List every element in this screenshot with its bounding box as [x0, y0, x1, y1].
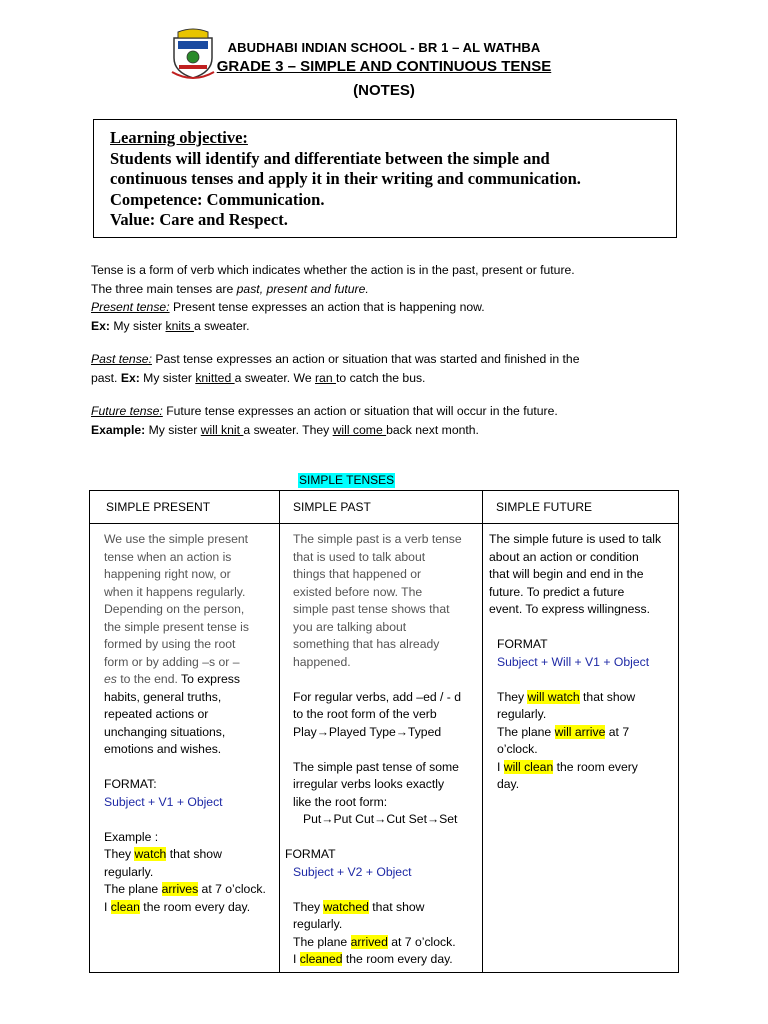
- simple-future-format: Subject + Will + V1 + Object: [497, 654, 650, 669]
- present-tense-definition: Present tense: Present tense expresses an action that is happening now.: [91, 300, 485, 314]
- past-tense-definition: Past tense: Past tense expresses an action or situation that was started and finished in the: [91, 352, 580, 366]
- simple-tenses-table: [89, 490, 679, 973]
- objective-competence: Competence: Communication.: [110, 189, 325, 209]
- future-tense-definition: Future tense: Future tense expresses an action or situation that will occur in the future.: [91, 404, 558, 418]
- school-name: ABUDHABI INDIAN SCHOOL - BR 1 – AL WATHBA: [227, 40, 541, 55]
- simple-future-cell: The simple future is used to talk about an action or condition that will begin and end in the future. To predict a future event. To express willingness. FORMAT Subject + Will + V1 + Object They will watch that show regularly. The plane will arrive at 7 o’clock. I will clean the room every day.: [489, 531, 677, 794]
- column-header-simple-past: SIMPLE PAST: [293, 500, 371, 514]
- simple-past-format: Subject + V2 + Object: [293, 864, 412, 879]
- simple-past-cell: The simple past is a verb tense that is used to talk about things that happened or existed before now. The simple past tense shows that you are talking about something that has already happened. For regular verbs, add –ed / - d to the root form of the verb Play→Played Type→Typed The simple past tense of some irregular verbs looks exactly like the root form: Put→Put Cut→Cut Set→Set FORMAT Subject + V2 + Object They watched that show regularly. The plane arrived at 7 o’clock. I cleaned the room every day.: [293, 531, 479, 969]
- simple-tenses-heading: SIMPLE TENSES: [299, 473, 395, 487]
- column-header-simple-future: SIMPLE FUTURE: [496, 500, 593, 514]
- objective-line: Students will identify and differentiate between the simple and: [110, 148, 550, 168]
- present-tense-example: Ex: My sister knits a sweater.: [91, 318, 250, 333]
- intro-line: The three main tenses are past, present and future.: [91, 281, 369, 296]
- intro-line: Tense is a form of verb which indicates whether the action is in the past, present or future.: [91, 263, 575, 277]
- objective-line: continuous tenses and apply it in their writing and communication.: [110, 169, 581, 188]
- simple-present-cell: We use the simple present tense when an action is happening right now, or when it happens regularly. Depending on the person, the simple present tense is formed by using the root form or by adding –s or – es to the end. To express habits, general truths, repeated actions or unchanging situations, emotions and wishes. FORMAT: Subject + V1 + Object Example : They watch that show regularly. The plane arrives at 7 o’clock. I clean the room every day.: [104, 531, 276, 916]
- tense-introduction: [91, 261, 691, 439]
- future-tense-example: Example: My sister will knit a sweater. They will come back next month.: [91, 422, 479, 437]
- objective-value: Value: Care and Respect.: [110, 210, 288, 229]
- column-header-simple-present: SIMPLE PRESENT: [106, 500, 211, 514]
- learning-objective-box: [93, 119, 677, 238]
- document-subtitle: (NOTES): [353, 82, 415, 99]
- simple-present-format: Subject + V1 + Object: [104, 794, 223, 809]
- past-tense-example: past. Ex: My sister knitted a sweater. We ran to catch the bus.: [91, 370, 426, 385]
- objective-heading: Learning objective:: [110, 128, 248, 147]
- document-title: GRADE 3 – SIMPLE AND CONTINUOUS TENSE: [216, 58, 552, 75]
